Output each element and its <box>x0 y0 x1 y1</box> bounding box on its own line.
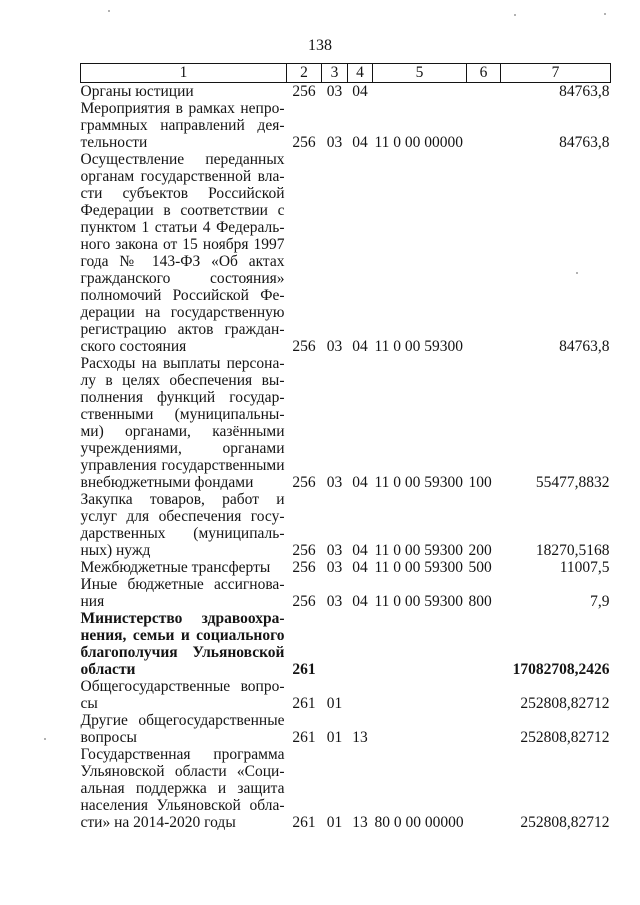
row-name-cell: Расходы на выплаты персоналу в целях обеспечения выполнения функций государственными (муниципальными) органами, казёнными учреждениями, органами управления государственными внебюджетными фондами <box>80 355 285 491</box>
row-code-col3-cell: 03 <box>326 134 343 151</box>
row-code-col6-cell <box>467 678 501 712</box>
column-header-4: 4 <box>348 64 373 83</box>
row-name-cell: Другие общегосударственные вопросы <box>80 712 285 746</box>
row-code-col5-cell: 11 0 00 59300 <box>374 474 464 491</box>
row-code-col2-cell: 256 <box>292 474 316 491</box>
row-name-cell: Межбюджетные трансферты <box>80 559 271 576</box>
page-number: 138 <box>308 37 332 54</box>
table-row <box>81 678 611 712</box>
row-code-col2-cell: 256 <box>292 559 316 576</box>
row-code-col5-cell: 80 0 00 00000 <box>374 814 464 831</box>
scan-speck <box>108 10 110 12</box>
row-code-col4-cell <box>348 610 373 678</box>
row-sum-cell: 17082708,2426 <box>512 661 610 678</box>
column-header-7: 7 <box>501 64 611 83</box>
table-row <box>81 100 611 151</box>
row-code-col6-cell: 200 <box>468 542 492 559</box>
row-sum-cell: 84763,8 <box>559 338 610 355</box>
row-code-col4-cell: 04 <box>352 83 368 100</box>
row-code-col2-cell: 256 <box>292 542 316 559</box>
row-code-col2-cell: 256 <box>292 83 316 100</box>
table-row <box>81 151 611 355</box>
row-sum-cell: 252808,82712 <box>520 729 610 746</box>
row-code-col3-cell: 03 <box>326 559 343 576</box>
row-code-col6-cell <box>467 100 501 151</box>
row-code-col4-cell: 04 <box>352 593 368 610</box>
row-code-col2-cell: 261 <box>292 814 316 831</box>
row-code-col2-cell: 256 <box>292 593 316 610</box>
column-header-2: 2 <box>287 64 322 83</box>
row-code-col4-cell: 04 <box>352 474 368 491</box>
row-code-col3-cell <box>322 610 348 678</box>
row-name-cell: Министерство здравоохранения, семьи и социального благополучия Ульяновской области <box>80 610 285 678</box>
table-row <box>81 712 611 746</box>
column-header-3: 3 <box>322 64 348 83</box>
scan-speck <box>576 272 578 274</box>
row-code-col3-cell: 03 <box>326 593 343 610</box>
row-code-col6-cell: 800 <box>468 593 492 610</box>
row-code-col5-cell: 11 0 00 00000 <box>374 134 464 151</box>
budget-table <box>80 63 611 831</box>
column-header-5: 5 <box>373 64 467 83</box>
row-code-col6-cell: 100 <box>468 474 492 491</box>
table-row <box>81 491 611 559</box>
row-name-cell: Закупка товаров, работ и услуг для обеспечения государственных (муниципальных) нужд <box>80 491 285 559</box>
row-code-col3-cell: 01 <box>326 729 343 746</box>
row-sum-cell: 84763,8 <box>559 134 610 151</box>
row-code-col4-cell <box>348 678 373 712</box>
table-row <box>81 83 611 101</box>
row-code-col3-cell: 03 <box>326 83 343 100</box>
table-row <box>81 576 611 610</box>
scan-speck <box>604 13 606 15</box>
row-sum-cell: 84763,8 <box>559 83 610 100</box>
table-body <box>81 83 611 832</box>
row-code-col5-cell: 11 0 00 59300 <box>374 593 464 610</box>
scan-speck <box>44 738 46 740</box>
row-code-col2-cell: 256 <box>292 134 316 151</box>
row-code-col5-cell <box>373 678 467 712</box>
table-header <box>81 64 611 83</box>
row-sum-cell: 55477,8832 <box>535 474 610 491</box>
row-code-col6-cell <box>467 610 501 678</box>
row-code-col4-cell: 04 <box>352 338 368 355</box>
row-code-col3-cell: 03 <box>326 542 343 559</box>
row-code-col6-cell <box>467 151 501 355</box>
row-name-cell: Органы юстиции <box>80 83 194 100</box>
row-code-col3-cell: 01 <box>326 695 343 712</box>
column-header-1: 1 <box>81 64 287 83</box>
row-sum-cell: 18270,5168 <box>535 542 610 559</box>
row-code-col5-cell <box>373 610 467 678</box>
row-code-col4-cell: 13 <box>352 729 368 746</box>
row-code-col2-cell: 261 <box>292 729 316 746</box>
row-code-col2-cell: 256 <box>292 338 316 355</box>
table-row <box>81 355 611 491</box>
row-sum-cell: 252808,82712 <box>520 814 610 831</box>
row-code-col3-cell: 01 <box>326 814 343 831</box>
row-code-col4-cell: 04 <box>352 559 368 576</box>
column-header-6: 6 <box>467 64 501 83</box>
table-row <box>81 559 611 576</box>
row-code-col6-cell <box>467 83 501 101</box>
row-code-col6-cell <box>467 712 501 746</box>
row-code-col2-cell: 261 <box>292 661 316 678</box>
row-name-cell: Мероприятия в рамках непрограммных направлений деятельности <box>80 100 285 151</box>
row-code-col2-cell: 261 <box>292 695 316 712</box>
row-sum-cell: 7,9 <box>590 593 610 610</box>
row-code-col5-cell <box>373 712 467 746</box>
row-code-col5-cell <box>373 83 467 101</box>
row-name-cell: Общегосударственные вопросы <box>80 678 285 712</box>
row-name-cell: Осуществление переданных органам государственной власти субъектов Российской Федерации в соответствии с пунктом 1 статьи 4 Федерального закона от 15 ноября 1997 года № 143-ФЗ «Об актах гражданского состояния» полномочий Российской Федерации на государственную регистрацию актов гражданского состояния <box>80 151 285 355</box>
table-row <box>81 610 611 678</box>
row-name-cell: Государственная программа Ульяновской области «Социальная поддержка и защита населения Ульяновской области» на 2014-2020 годы <box>80 746 285 831</box>
row-sum-cell: 252808,82712 <box>520 695 610 712</box>
scan-speck <box>514 14 516 16</box>
row-code-col4-cell: 13 <box>352 814 368 831</box>
row-code-col5-cell: 11 0 00 59300 <box>374 559 464 576</box>
row-code-col5-cell: 11 0 00 59300 <box>374 542 464 559</box>
row-name-cell: Иные бюджетные ассигнования <box>80 576 285 610</box>
row-code-col6-cell <box>467 746 501 831</box>
row-code-col3-cell: 03 <box>326 474 343 491</box>
row-code-col3-cell: 03 <box>326 338 343 355</box>
row-code-col4-cell: 04 <box>352 542 368 559</box>
row-code-col6-cell: 500 <box>468 559 492 576</box>
table-row <box>81 746 611 831</box>
row-code-col4-cell: 04 <box>352 134 368 151</box>
row-sum-cell: 11007,5 <box>559 559 610 576</box>
row-code-col5-cell: 11 0 00 59300 <box>374 338 464 355</box>
